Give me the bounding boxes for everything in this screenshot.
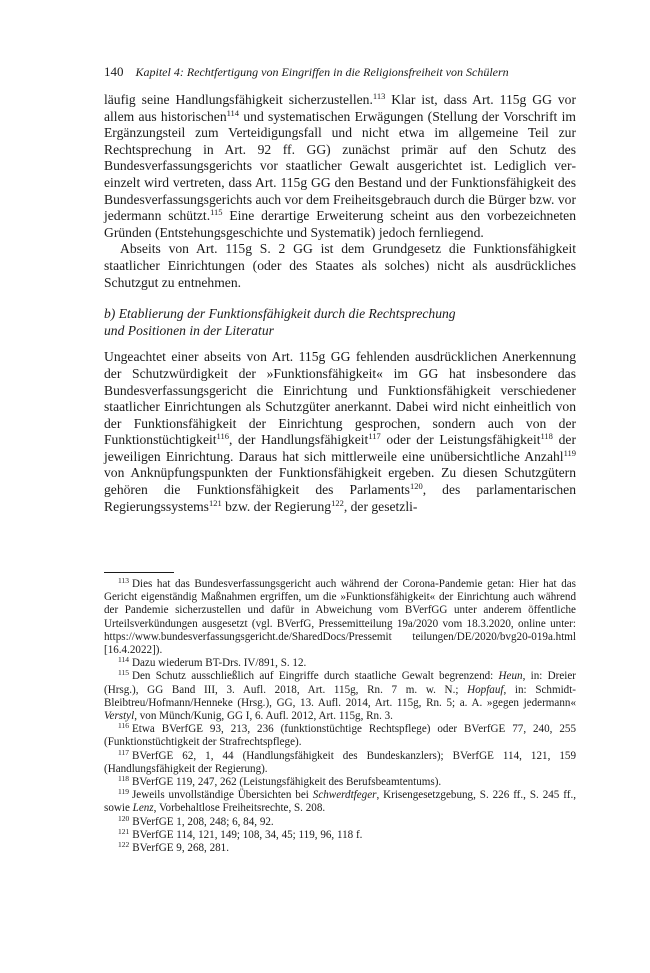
footnote-number: 113 [118, 576, 129, 585]
footnote-115 [104, 670, 576, 723]
footnote-text: Dazu wiederum BT-Drs. IV/891, S. 12. [131, 657, 307, 670]
footnote-ref: 120 [409, 481, 423, 492]
footnote-text: Jeweils unvollständige Übersichten bei [131, 789, 313, 802]
footnote-number: 117 [118, 747, 129, 757]
text-run: , der gesetzli- [343, 498, 418, 514]
footnote-number: 116 [118, 721, 129, 731]
footnote-114 [104, 657, 576, 670]
footnote-121 [104, 826, 576, 842]
page-number: 140 [104, 64, 124, 79]
footnotes [104, 578, 576, 855]
footnote-text: , Vorbehaltlose Freiheitsrechte, S. 208. [153, 802, 326, 815]
author-name: Heun [498, 670, 523, 683]
footnote-117 [104, 747, 576, 776]
author-name: Hopfauf [467, 683, 504, 696]
footnote-116 [104, 723, 576, 749]
paragraph [104, 92, 576, 241]
footnote-ref: 115 [210, 207, 223, 218]
footnote-text: Dies hat das Bundesverfassungsgericht auch während der Corona-Pandemie getan: Hier hat das Gericht eigenständig Maßnahmen ergriffen, um die »Funktionsfähigkeit« der Einrichtung auch während der Pandemie sicherzustellen und dafür in Abweichung vom BVerfGG unter anderem öffentliche Urteilsverkündungen ausgesetzt (vgl. BVerfG, Pressemitteilung 19a/2020 vom 18.3.2020, online unter: https://www.bundesverfassungsgericht.de/SharedDocs/Pressemit teilungen/DE/2020/bvg20-019a.html [16.4.2022]). [104, 578, 576, 657]
text-run: , der Handlungsfähigkeit [228, 432, 369, 448]
text-run: , des parlamentarischen Regierungssystems [104, 482, 576, 514]
footnote-text: , in: Dreier (Hrsg.), GG Band III, 3. Aufl. 2018, Art. 115g, Rn. 7 m. w. N.; [104, 670, 576, 696]
footnote-number: 122 [118, 840, 130, 850]
footnote-separator [104, 572, 174, 573]
footnote-ref: 118 [540, 431, 553, 442]
footnote-number: 119 [118, 787, 129, 797]
footnote-text: Den Schutz ausschließlich auf Eingriffe durch staatliche Gewalt begrenzend: [131, 670, 499, 683]
text-run: von Anknüpfungspunkten der Funktionsfähigkeit ergeben. Zu diesen Schutzgütern gehören die Funktionsfähigkeit des Parlaments [104, 465, 576, 498]
footnote-ref: 117 [368, 431, 381, 442]
footnote-120 [104, 813, 576, 829]
footnote-ref: 119 [563, 447, 576, 458]
text-run: und systematischen Erwägungen (Stellung der Vorschrift im Ergänzungsteil zum Verteidigungsfall und nicht etwa im allgemeine Teil zur Rechtsprechung in Art. 92 ff. GG) zunächst primär auf den Schutz des Bundesverfassungsgerichts vor staatlicher Gewalt ausgerichtet ist. Lediglich vereinzelt wird vertreten, dass Art. 115g GG den Bestand und der Funktionsfähigkeit des Bundesverfassungsgerichts auch vor dem Freiheitsgebrauch durch die Bürger bzw. vor jedermann schützt. [104, 108, 576, 224]
footnote-ref: 121 [208, 497, 222, 508]
footnote-number: 120 [118, 813, 130, 823]
text-run: der jeweiligen Einrichtung. Daraus hat sich mittlerweile eine unübersichtliche Anzahl [104, 432, 576, 464]
author-name: Verstyl [104, 710, 135, 723]
body-text [104, 92, 576, 515]
text-run: bzw. der Regierung [221, 498, 332, 514]
footnote-number: 118 [118, 774, 129, 784]
footnote-text: , Krisengesetzgebung, S. 226 ff., S. 245 ff., sowie [104, 789, 576, 815]
footnote-number: 121 [118, 826, 130, 836]
running-title: Kapitel 4: Rechtfertigung von Eingriffen in die Religionsfreiheit von Schülern [135, 65, 509, 79]
footnote-ref: 122 [331, 497, 344, 508]
paragraph [104, 349, 576, 515]
paragraph: Abseits von Art. 115g S. 2 GG ist dem Grundgesetz die Funktionsfähigkeit staatlicher Einrichtungen (oder des Staates als solches) nicht als ausdrückliches Schutzgut zu entnehmen. [104, 241, 576, 290]
author-name: Schwerdtfeger [312, 789, 377, 802]
heading-line: b) Etablierung der Funktionsfähigkeit durch die Rechtsprechung [104, 306, 456, 322]
footnote-text: , von Münch/Kunig, GG I, 6. Aufl. 2012, Art. 115g, Rn. 3. [134, 710, 393, 723]
footnote-118 [104, 776, 576, 789]
text-run: Klar ist, dass Art. 115g GG vor allem aus historischen [104, 92, 576, 124]
text-run: Ungeachtet einer abseits von Art. 115g GG fehlenden ausdrücklichen Anerkennung der Schutzwürdigkeit der »Funktionsfähigkeit« im GG hat insbesondere das Bundesverfassungsgericht die Einrichtung und Funktionsfähigkeit verschiedener staatlicher Einrichtungen als Schutzgüter anerkannt. Dabei wird nicht einheitlich von der Funktionsfähigkeit der Einrichtung gesprochen, sondern auch von der Funktionstüchtigkeit [104, 349, 576, 448]
footnote-text: BVerfGE 1, 208, 248; 6, 84, 92. [132, 815, 274, 828]
footnote-ref: 116 [216, 431, 229, 442]
footnote-number: 115 [118, 668, 129, 678]
footnote-119 [104, 789, 576, 815]
text-run: Eine derartige Erweiterung scheint aus den vorbezeichneten Gründen (Entstehungsgeschichte und Systematik) jedoch fernliegend. [104, 208, 576, 240]
page-header [104, 64, 576, 80]
footnote-number: 114 [118, 655, 129, 665]
footnote-text: BVerfGE 114, 121, 149; 108, 34, 45; 119, 96, 118 f. [132, 828, 363, 841]
footnote-113 [104, 578, 576, 657]
text-run: läufig seine Handlungsfähigkeit sicherzustellen. [104, 92, 373, 107]
footnote-122 [104, 842, 576, 855]
heading-line: und Positionen in der Literatur [104, 322, 274, 338]
section-heading [104, 306, 576, 339]
text-run: oder der Leistungsfähigkeit [380, 432, 541, 448]
footnote-text: BVerfGE 119, 247, 262 (Leistungsfähigkeit des Berufsbeamtentums). [131, 776, 442, 789]
footnote-ref: 113 [372, 91, 386, 101]
footnote-text: BVerfGE 9, 268, 281. [132, 842, 230, 855]
footnote-text: , in: Schmidt-Bleibtreu/Hofmann/Henneke (Hrsg.), GG, 13. Aufl. 2014, Art. 115g, Rn. 5; a. A. »gegen jedermann« [104, 683, 576, 709]
footnote-ref: 114 [226, 107, 240, 118]
author-name: Lenz [132, 802, 154, 815]
footnote-text: BVerfGE 62, 1, 44 (Handlungsfähigkeit des Bundeskanzlers); BVerfGE 114, 121, 159 (Handlungsfähigkeit der Regierung). [104, 749, 576, 775]
footnote-text: Etwa BVerfGE 93, 213, 236 (funktionstüchtige Rechtspflege) oder BVerfGE 77, 240, 255 (Funktionstüchtigkeit der Strafrechtspflege). [104, 723, 576, 749]
